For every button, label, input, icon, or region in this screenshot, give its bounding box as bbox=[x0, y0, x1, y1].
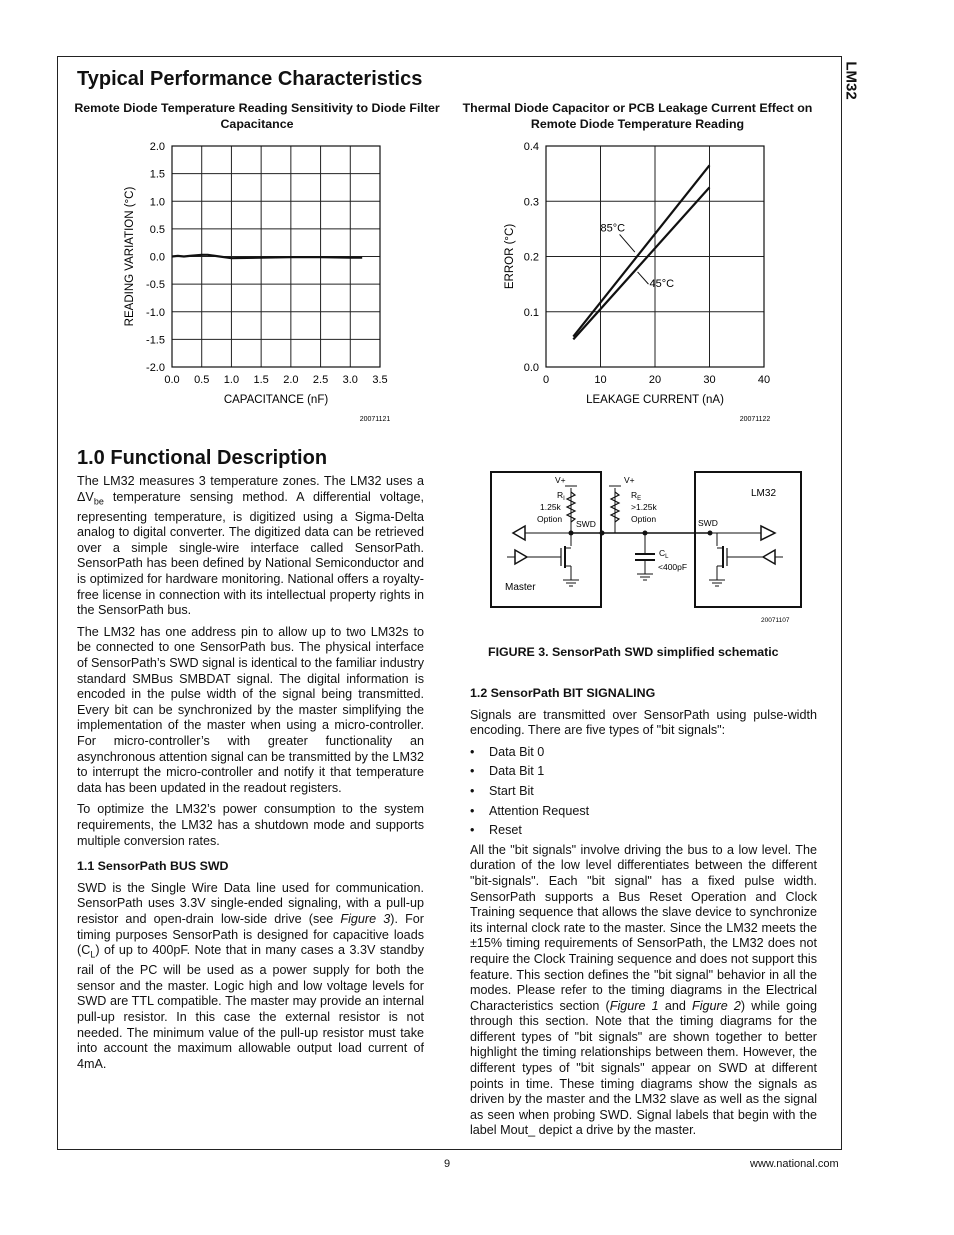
side-part-label: LM32 bbox=[842, 61, 860, 100]
schematic-figure-id: 20071107 bbox=[761, 617, 790, 624]
y-tick-label: 0.3 bbox=[523, 196, 539, 209]
swd-schematic bbox=[485, 468, 815, 628]
x-tick-label: 2.0 bbox=[283, 374, 299, 386]
paragraph-3: To optimize the LM32’s power consumption to the system requirements, the LM32 has a shutdown mode and supports multiple conversion rates. bbox=[77, 802, 424, 848]
x-tick-label: 40 bbox=[757, 374, 771, 386]
y-tick-label: 0.5 bbox=[149, 223, 165, 236]
bit-signal-list bbox=[470, 745, 817, 839]
list-item: • Start Bit bbox=[470, 784, 817, 800]
y-tick-label: 0.1 bbox=[523, 306, 539, 319]
annotation-85c-arrow bbox=[620, 234, 635, 252]
y-tick-label: 1.5 bbox=[149, 168, 165, 181]
x-tick-label: 0 bbox=[542, 374, 550, 386]
x-tick-label: 3.5 bbox=[372, 374, 388, 386]
y-tick-label: 0.0 bbox=[149, 251, 165, 264]
x-tick-label: 0.5 bbox=[194, 374, 210, 386]
x-tick-label: 10 bbox=[594, 374, 607, 386]
annotation-45c: 45°C bbox=[649, 277, 675, 290]
swd-right-label: SWD bbox=[698, 518, 718, 528]
paragraph-2: The LM32 has one address pin to allow up to two LM32s to be connected to one SensorPath bus. The physical interface of SensorPath’s SWD signal is identical to the familiar industry standard SMBus SMBDAT signal. The digital information is encoded in the pulse width of the signal being transmitted. Every bit can be synchronized by the master simplifying the implementation of the master when using a micro-controller. For micro-controller’s with greater functionality an asynchronous attention signal can be transmitted by the LM32 to interrupt the micro-controller and notify it that temperature data has been updated in the readout registers. bbox=[77, 624, 424, 795]
figure-3-caption: FIGURE 3. SensorPath SWD simplified schematic bbox=[488, 645, 779, 659]
subsection-1-2: 1.2 SensorPath BIT SIGNALING bbox=[470, 686, 656, 700]
y-axis-label: ERROR (°C) bbox=[504, 223, 516, 290]
x-tick-label: 1.0 bbox=[223, 374, 240, 386]
section-title-performance: Typical Performance Characteristics bbox=[77, 68, 423, 90]
x-axis-label: LEAKAGE CURRENT (nA) bbox=[586, 394, 724, 406]
series-line-1 bbox=[573, 165, 709, 336]
cl-value: <400pF bbox=[658, 562, 688, 572]
ri-value: 1.25k bbox=[540, 502, 561, 512]
x-tick-label: 20 bbox=[648, 374, 662, 386]
vplus-left-label: V+ bbox=[555, 475, 566, 485]
right-column bbox=[470, 676, 817, 1145]
x-tick-label: 30 bbox=[703, 374, 716, 386]
x-tick-label: 0.0 bbox=[164, 374, 180, 386]
list-item: • Data Bit 1 bbox=[470, 764, 817, 780]
list-item: • Data Bit 0 bbox=[470, 745, 817, 761]
chart2 bbox=[495, 135, 795, 430]
series-line-2 bbox=[573, 187, 709, 339]
list-item: • Attention Request bbox=[470, 804, 817, 820]
y-tick-label: 1.0 bbox=[149, 196, 165, 209]
re-option: Option bbox=[631, 514, 657, 524]
chart1 bbox=[115, 135, 415, 430]
lm32-block-label: LM32 bbox=[751, 488, 777, 499]
footer-url[interactable]: www.national.com bbox=[750, 1158, 839, 1170]
annotation-45c-arrow bbox=[638, 272, 649, 284]
master-label: Master bbox=[505, 582, 536, 593]
x-tick-label: 2.5 bbox=[312, 374, 329, 386]
y-tick-label: 0.0 bbox=[523, 362, 539, 374]
figure-id: 20071121 bbox=[359, 416, 391, 423]
x-tick-label: 1.5 bbox=[253, 374, 269, 386]
bit-signal-detail: All the "bit signals" involve driving the bus to a low level. The duration of the low level differentiates between the different "bit-signals". Each "bit signal" has a fixed pulse width. SensorPath supports a Bus Reset Operation and Clock Training sequence that allows the slave device to synchronize its internal clock rate to the master. Since the LM32 meets the ±15% timing requirements of SensorPath, the LM32 does not require the Clock Training sequence and does not support this feature. This section defines the "bit signal" behavior in all the modes. Please refer to the timing diagrams in the Electrical Characteristics section (Figure 1 and Figure 2) while going through this section. Note that the timing diagrams for the different types of "bit signals" are shown together to better highlight the timing relationships between them. However, the different types of "bit signals" appear on SWD at different points in time. These timing diagrams show the signals as driven by the master and the LM32 slave as well as the signal as seen when probing SWD. Signal labels that begin with the label Mout_ depict a drive by the master. bbox=[470, 842, 817, 1138]
chart1-title: Remote Diode Temperature Reading Sensitivity to Diode Filter Capacitance bbox=[74, 101, 440, 131]
y-tick-label: 0.4 bbox=[523, 141, 539, 153]
chart2-title: Thermal Diode Capacitor or PCB Leakage Current Effect on Remote Diode Temperature Reading bbox=[462, 101, 813, 131]
bit-signal-intro: Signals are transmitted over SensorPath using pulse-width encoding. There are five types of "bit signals": bbox=[470, 707, 817, 738]
swd-left-label: SWD bbox=[576, 519, 596, 529]
figure-id: 20071122 bbox=[739, 416, 771, 423]
y-axis-label: READING VARIATION (°C) bbox=[124, 186, 136, 327]
list-item: • Reset bbox=[470, 823, 817, 839]
subsection-1-1: 1.1 SensorPath BUS SWD bbox=[77, 859, 229, 874]
x-tick-label: 3.0 bbox=[342, 374, 358, 386]
re-name: $R_E$ bbox=[631, 490, 642, 502]
re-value: >1.25k bbox=[631, 502, 657, 512]
paragraph-4: SWD is the Single Wire Data line used for communication. SensorPath uses 3.3V single-ended signaling, with a pull-up resistor and open-drain low-side drive (see Figure 3). For timing purposes SensorPath is designed for capacitive loads $(C_L)$ of up to 400pF. Note that in many cases a 3.3V standby rail of the PC will be used as a power supply for both the sensor and the master. Logic high and low voltage levels for SWD are TTL compatible. The master may provide an internal pull-up resistor. In this case the external resistor is not needed. The minimum value of the pull-up resistor must take into account the maximum allowable output load current of 4mA. bbox=[77, 880, 424, 1071]
y-tick-label: 0.2 bbox=[523, 251, 539, 264]
annotation-85c: 85°C bbox=[600, 222, 626, 235]
y-tick-label: -1.0 bbox=[146, 306, 165, 319]
page-number: 9 bbox=[444, 1158, 451, 1170]
x-axis-label: CAPACITANCE (nF) bbox=[223, 394, 329, 406]
ri-option: Option bbox=[537, 514, 563, 524]
y-tick-label: -2.0 bbox=[146, 362, 165, 374]
y-tick-label: -0.5 bbox=[146, 279, 165, 292]
left-column bbox=[77, 474, 424, 1078]
vplus-right-label: V+ bbox=[624, 475, 635, 485]
section-title-functional: 1.0 Functional Description bbox=[77, 447, 328, 469]
cl-name: $C_L$ bbox=[659, 548, 669, 560]
paragraph-1: The LM32 measures 3 temperature zones. The LM32 uses a $\Delta V_{be}$ temperature sensing method. A differential voltage, representing temperature, is digitized using a Sigma-Delta analog to digital converter. The digitized data can be retrieved over a simple single-wire interface called SensorPath. SensorPath has been defined by National Semiconductor and is optimized for hardware monitoring. National offers a royalty-free license in connection with its intellectual property rights in the SensorPath bus. bbox=[77, 474, 424, 618]
y-tick-label: 2.0 bbox=[149, 141, 165, 153]
y-tick-label: -1.5 bbox=[146, 334, 165, 347]
ri-name: $R_I$ bbox=[557, 490, 565, 502]
